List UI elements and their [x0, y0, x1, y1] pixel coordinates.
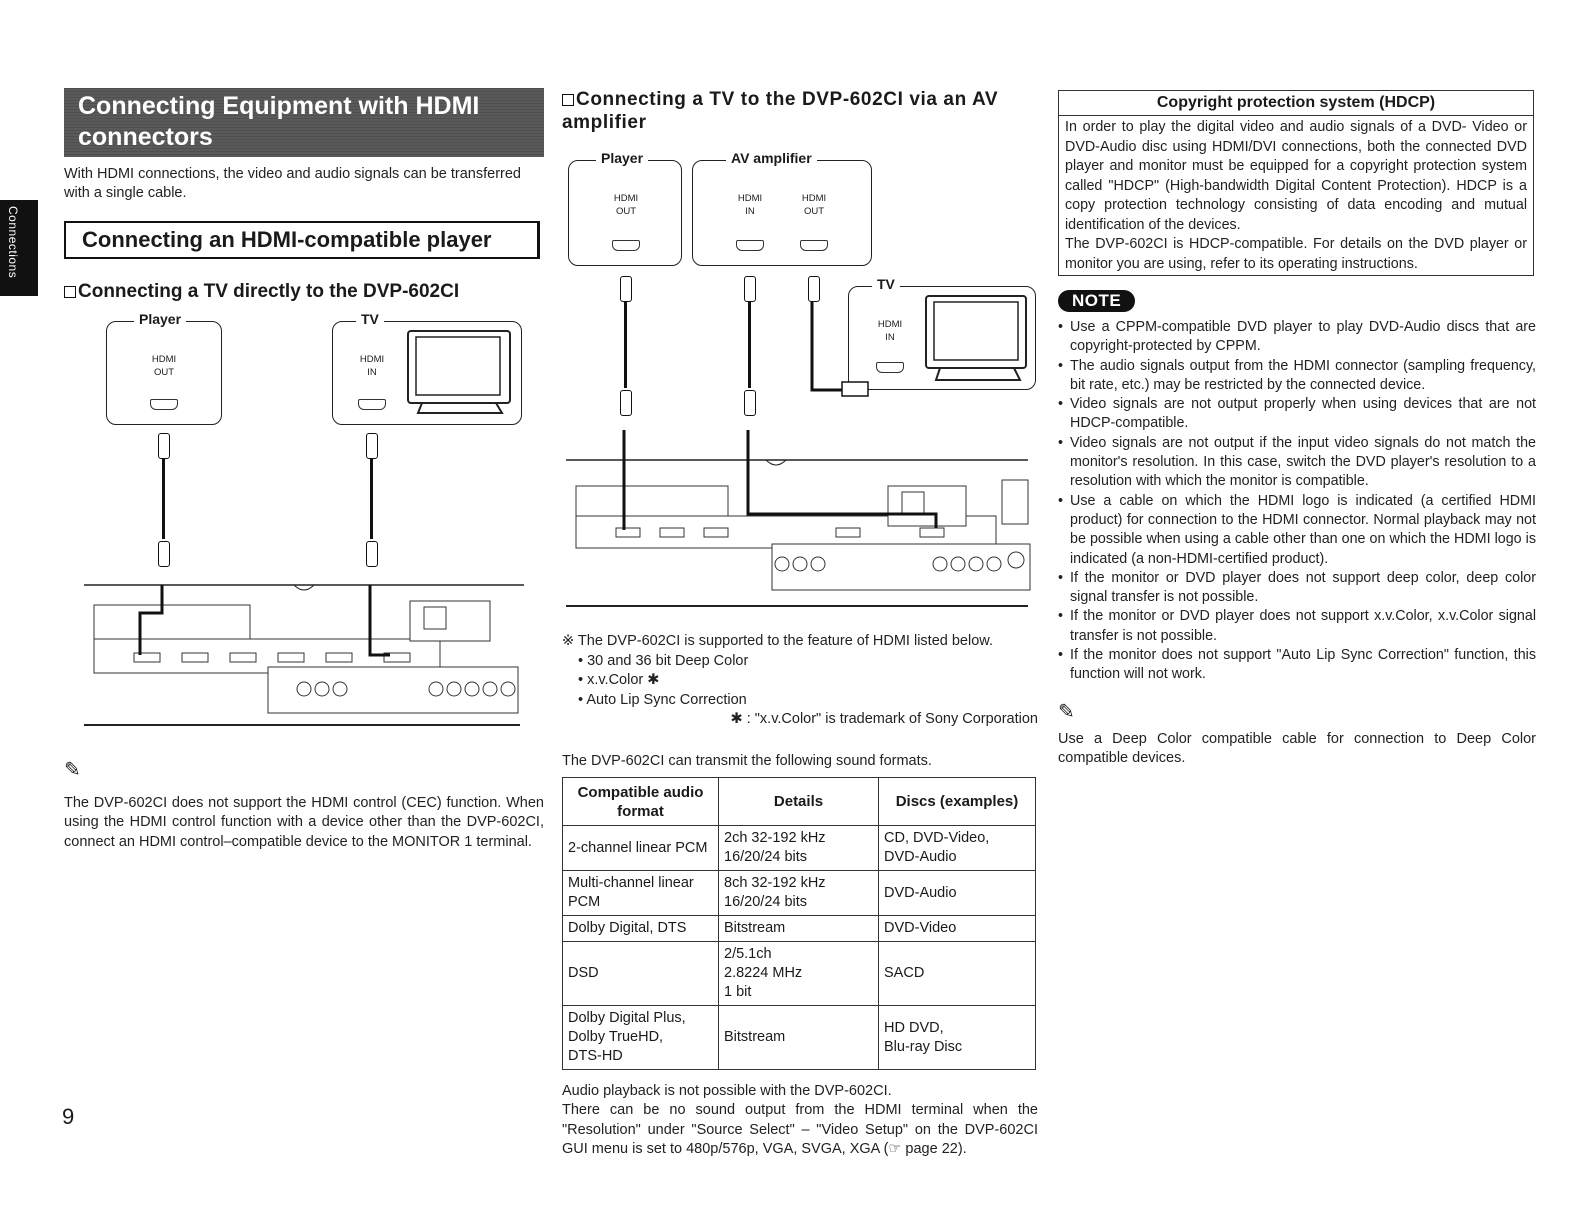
dvp-rear-panel	[566, 430, 1032, 610]
checkbox-square-icon	[562, 94, 574, 106]
pencil-note-icon: ✎	[1058, 700, 1075, 723]
table-row	[563, 826, 1036, 871]
hdmi-cable	[624, 302, 627, 388]
hdmi-cable	[370, 459, 373, 539]
table-cell: Dolby Digital, DTS	[563, 916, 719, 942]
feature-intro: ※ The DVP-602CI is supported to the feature of HDMI listed below.	[562, 633, 993, 649]
audio-formats-table	[562, 777, 1036, 1070]
av-amplifier-label: AV amplifier	[726, 150, 817, 166]
hdmi-in-label: HDMI IN	[877, 319, 903, 343]
formats-intro: The DVP-602CI can transmit the following sound formats.	[562, 752, 932, 769]
cable-plug-icon	[808, 276, 820, 302]
table-cell: Multi-channel linear PCM	[563, 871, 719, 916]
checkbox-square-icon	[64, 286, 76, 298]
list-item: • Video signals are not output if the input video signals do not match the monitor's resolution. In this case, switch the DVD player's resolution to a resolution with which the monitor is compatible.	[1058, 434, 1536, 492]
cable-plug-icon	[158, 433, 170, 459]
feature-item: • Auto Lip Sync Correction	[578, 691, 747, 708]
list-item: • If the monitor or DVD player does not support deep color, deep color signal transfer is not possible.	[1058, 569, 1536, 608]
cable-plug-icon	[744, 276, 756, 302]
hdmi-out-label: HDMI OUT	[801, 193, 827, 217]
middle-column	[562, 88, 1038, 1159]
hdmi-out-label: HDMI OUT	[613, 193, 639, 217]
playback-note: Audio playback is not possible with the DVP-602CI.	[562, 1083, 892, 1099]
resolution-note: There can be no sound output from the HDMI terminal when the "Resolution" under "Source Select" – "Video Setup" on the DVP-602CI GUI menu is set to 480p/576p, VGA, SVGA, XGA (☞ page 22).	[562, 1102, 1038, 1157]
notes-list	[1058, 318, 1536, 685]
table-header-cell: Details	[719, 778, 879, 826]
hdmi-control-note: The DVP-602CI does not support the HDMI control (CEC) function. When using the HDMI control function with a device other than the DVP-602CI, connect an HDMI control–compatible device to the MONITOR 1 terminal.	[64, 795, 544, 850]
side-tab-label: Connections	[6, 206, 20, 279]
dvp-rear-panel	[84, 577, 524, 727]
list-item: • Use a cable on which the HDMI logo is indicated (a certified HDMI product) for connection to the HDMI connector. Normal playback may not be possible when using a cable other than one on which the HDMI logo is indicated (a non-HDMI-certified product).	[1058, 492, 1536, 569]
table-header-row	[563, 778, 1036, 826]
table-cell: DVD-Audio	[879, 871, 1036, 916]
hdmi-cable	[748, 302, 751, 388]
table-cell: DSD	[563, 942, 719, 1006]
table-row	[563, 942, 1036, 1006]
hdcp-body: In order to play the digital video and audio signals of a DVD- Video or DVD-Audio disc using HDMI/DVI connections, both the connected DVD player and monitor must be equipped for a copyright protection system called "HDCP" (High-bandwidth Digital Content Protection). HDCP is a copy protection technology consisting of data encoding and mutual identification of the devices. The DVP-602CI is HDCP-compatible. For details on the DVD player or monitor you are using, refer to its operating instructions.	[1065, 119, 1527, 272]
hdmi-in-label: HDMI IN	[737, 193, 763, 217]
page-number: 9	[62, 1104, 75, 1129]
table-cell: SACD	[879, 942, 1036, 1006]
box-heading: Connecting an HDMI-compatible player	[64, 221, 540, 259]
section-banner: Connecting Equipment with HDMI connectors	[64, 88, 544, 157]
hdmi-port-icon	[150, 399, 178, 410]
left-column	[64, 88, 544, 852]
cable-plug-icon	[620, 276, 632, 302]
table-cell: Bitstream	[719, 916, 879, 942]
deep-color-tip: Use a Deep Color compatible cable for connection to Deep Color compatible devices.	[1058, 730, 1536, 766]
hdcp-title: Copyright protection system (HDCP)	[1059, 91, 1533, 116]
table-row	[563, 1006, 1036, 1070]
list-item: • Use a CPPM-compatible DVD player to play DVD-Audio discs that are copyright-protected by CPPM.	[1058, 318, 1536, 357]
right-column	[1058, 90, 1536, 768]
cable-plug-icon	[744, 390, 756, 416]
feature-item: • x.v.Color ✱	[578, 672, 660, 688]
tv-monitor-icon	[402, 327, 518, 417]
tv-label: TV	[872, 276, 900, 292]
player-label: Player	[596, 150, 648, 166]
table-cell: 2-channel linear PCM	[563, 826, 719, 871]
table-cell: 2ch 32-192 kHz 16/20/24 bits	[719, 826, 879, 871]
tv-monitor-icon	[922, 292, 1032, 384]
note-badge: NOTE	[1058, 290, 1135, 312]
table-cell: HD DVD, Blu-ray Disc	[879, 1006, 1036, 1070]
pencil-note-icon: ✎	[64, 759, 81, 781]
cable-plug-icon	[366, 433, 378, 459]
hdmi-cable	[162, 459, 165, 539]
table-header-cell: Compatible audio format	[563, 778, 719, 826]
table-cell: 2/5.1ch 2.8224 MHz 1 bit	[719, 942, 879, 1006]
hdcp-box	[1058, 90, 1534, 276]
hdmi-port-icon	[358, 399, 386, 410]
table-row	[563, 916, 1036, 942]
table-cell: Bitstream	[719, 1006, 879, 1070]
sub-heading-direct: Connecting a TV directly to the DVP-602CI	[64, 281, 544, 303]
tv-label: TV	[356, 311, 384, 327]
player-label: Player	[134, 311, 186, 327]
section-side-tab	[0, 200, 38, 296]
hdmi-features-footnote	[562, 632, 1038, 730]
av-amplifier-device	[692, 160, 872, 266]
cable-plug-icon	[620, 390, 632, 416]
av-amp-connection-diagram	[562, 140, 1032, 610]
trademark-note: ✱ : "x.v.Color" is trademark of Sony Corporation	[730, 711, 1038, 727]
list-item: • The audio signals output from the HDMI connector (sampling frequency, bit rate, etc.) may be restricted by the connected device.	[1058, 357, 1536, 396]
table-header-cell: Discs (examples)	[879, 778, 1036, 826]
list-item: • If the monitor does not support "Auto Lip Sync Correction" function, this function will not work.	[1058, 646, 1536, 685]
table-cell: 8ch 32-192 kHz 16/20/24 bits	[719, 871, 879, 916]
hdmi-port-icon	[612, 240, 640, 251]
hdmi-port-icon	[800, 240, 828, 251]
cable-plug-icon	[366, 541, 378, 567]
direct-connection-diagram	[64, 309, 524, 739]
hdmi-out-label: HDMI OUT	[151, 354, 177, 378]
hdmi-in-label: HDMI IN	[359, 354, 385, 378]
list-item: • Video signals are not output properly when using devices that are not HDCP-compatible.	[1058, 395, 1536, 434]
tv-cable-path	[802, 300, 882, 400]
table-row	[563, 871, 1036, 916]
intro-text: With HDMI connections, the video and audio signals can be transferred with a single cable.	[64, 166, 521, 201]
table-cell: DVD-Video	[879, 916, 1036, 942]
feature-item: • 30 and 36 bit Deep Color	[578, 652, 749, 669]
cable-plug-icon	[158, 541, 170, 567]
table-cell: CD, DVD-Video, DVD-Audio	[879, 826, 1036, 871]
table-cell: Dolby Digital Plus, Dolby TrueHD, DTS-HD	[563, 1006, 719, 1070]
hdmi-port-icon	[736, 240, 764, 251]
list-item: • If the monitor or DVD player does not support x.v.Color, x.v.Color signal transfer is not possible.	[1058, 607, 1536, 646]
sub-heading-av-amp: Connecting a TV to the DVP-602CI via an AV amplifier	[562, 89, 999, 133]
